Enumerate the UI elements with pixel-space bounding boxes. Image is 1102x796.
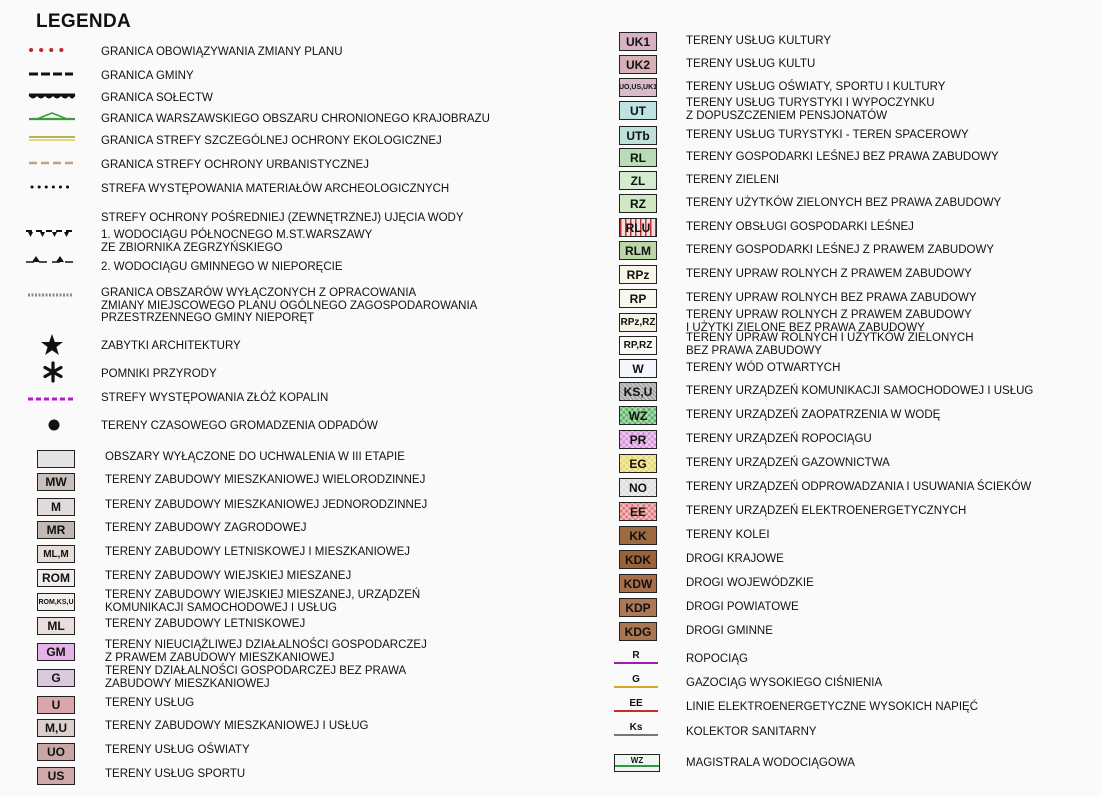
zone-swatch-right: KS,U	[619, 382, 657, 401]
zone-legend-label: TERENY ZABUDOWY WIEJSKIEJ MIESZANEJ, URZĄDZEŃ KOMUNIKACJI SAMOCHODOWEJ I USŁUG	[105, 589, 421, 614]
point-label-0: ZABYTKI ARCHITEKTURY	[101, 340, 241, 352]
zone-swatch-right: RLM	[619, 241, 657, 260]
zone-swatch-right: EE	[619, 502, 657, 521]
zone-swatch-left: MW	[37, 473, 75, 491]
zone-legend-label: TERENY URZĄDZEŃ GAZOWNICTWA	[686, 457, 890, 469]
utility-line-stroke	[615, 765, 659, 767]
line-legend-label: STREFA WYSTĘPOWANIA MATERIAŁÓW ARCHEOLOGICZNYCH	[101, 183, 450, 195]
dashed-black-line-icon	[29, 69, 77, 79]
zone-swatch-left: GM	[37, 643, 75, 661]
utility-line-symbol	[614, 650, 658, 668]
line-legend-label: GRANICA WARSZAWSKIEGO OBSZARU CHRONIONEGO KRAJOBRAZU	[101, 113, 490, 125]
zone-legend-label: TERENY ZABUDOWY LETNISKOWEJ	[105, 618, 306, 630]
utility-legend-label: GAZOCIĄG WYSOKIEGO CIŚNIENIA	[686, 677, 883, 689]
hatched-line-icon	[28, 291, 72, 299]
excluded-area-label: GRANICA OBSZARÓW WYŁĄCZONYCH Z OPRACOWANIA ZMIANY MIEJSCOWEGO PLANU OGÓLNEGO ZAGOSPODAROWANIA PRZESTRZENNEGO GMINY NIEPORĘT	[101, 287, 478, 324]
zone-swatch-left: UO	[37, 743, 75, 761]
water-zone-item-2: 2. WODOCIĄGU GMINNEGO W NIEPORĘCIE	[101, 261, 343, 273]
utility-line-stroke	[614, 734, 658, 736]
zone-legend-label: TERENY URZĄDZEŃ KOMUNIKACJI SAMOCHODOWEJ I USŁUG	[686, 385, 1034, 397]
water-zone-item-1: 1. WODOCIĄGU PÓŁNOCNEGO M.ST.WARSZAWY ZE ZBIORNIKA ZEGRZYŃSKIEGO	[101, 229, 373, 254]
water-zone-1-line-icon	[24, 227, 80, 241]
magenta-dashed-line-icon	[28, 396, 74, 402]
zone-legend-label: DROGI GMINNE	[686, 625, 773, 637]
utility-line-symbol	[614, 754, 660, 772]
zone-swatch-right: KDW	[619, 574, 657, 593]
zone-swatch-right: UK1	[619, 32, 657, 51]
zone-legend-label: TERENY USŁUG	[105, 697, 195, 709]
zone-legend-label: TERENY ZABUDOWY MIESZKANIOWEJ I USŁUG	[105, 720, 369, 732]
zone-swatch-right: UT	[619, 101, 657, 120]
utility-legend-label: KOLEKTOR SANITARNY	[686, 726, 817, 738]
zone-swatch-right: KDG	[619, 622, 657, 641]
zone-swatch-right: UK2	[619, 55, 657, 74]
zone-legend-label: TERENY UPRAW ROLNYCH I UŻYTKÓW ZIELONYCH BEZ PRAWA ZABUDOWY	[686, 332, 974, 357]
point-label-1: POMNIKI PRZYRODY	[101, 368, 217, 380]
zone-swatch-right: UO,US,UK1	[619, 78, 657, 97]
green-triangle-line-icon	[29, 112, 77, 122]
zone-legend-label: TERENY USŁUG KULTU	[686, 58, 816, 70]
zone-swatch-right: EG	[619, 454, 657, 473]
zone-legend-label: TERENY GOSPODARKI LEŚNEJ BEZ PRAWA ZABUDOWY	[686, 151, 999, 163]
utility-line-code: R	[632, 650, 640, 661]
utility-line-symbol	[614, 722, 658, 740]
utility-line-code: WZ	[630, 756, 644, 765]
zone-swatch-right: RP,RZ	[619, 336, 657, 355]
zone-legend-label: TERENY ZABUDOWY LETNISKOWEJ I MIESZKANIOWEJ	[105, 546, 411, 558]
zone-swatch-right: KDP	[619, 598, 657, 617]
scalloped-line-icon	[29, 91, 77, 101]
zone-legend-label: TERENY WÓD OTWARTYCH	[686, 362, 841, 374]
zone-legend-label: TERENY USŁUG OŚWIATY, SPORTU I KULTURY	[686, 81, 946, 93]
utility-legend-label: MAGISTRALA WODOCIĄGOWA	[686, 757, 855, 769]
zone-swatch-left: U	[37, 696, 75, 714]
utility-line-stroke	[614, 686, 658, 688]
utility-line-stroke	[614, 710, 658, 712]
zone-swatch-left	[37, 450, 75, 468]
zone-legend-label: TERENY KOLEI	[686, 529, 770, 541]
zone-swatch-left: G	[37, 669, 75, 687]
zone-swatch-right: RP	[619, 289, 657, 308]
zone-legend-label: TERENY UPRAW ROLNYCH Z PRAWEM ZABUDOWY	[686, 268, 972, 280]
star-icon	[40, 333, 64, 357]
zone-swatch-left: ROM	[37, 569, 75, 587]
zone-legend-label: TERENY UPRAW ROLNYCH Z PRAWEM ZABUDOWY I UŻYTKI ZIELONE BEZ PRAWA ZABUDOWY	[686, 309, 972, 334]
line-legend-label: GRANICA STREFY OCHRONY URBANISTYCZNEJ	[101, 159, 369, 171]
tan-dashed-line-icon	[29, 158, 77, 168]
utility-legend-label: ROPOCIĄG	[686, 653, 748, 665]
legend-title: LEGENDA	[36, 11, 131, 32]
zone-legend-label: TERENY ZABUDOWY WIEJSKIEJ MIESZANEJ	[105, 570, 352, 582]
water-zone-2-line-icon	[24, 254, 80, 266]
zone-legend-label: TERENY URZĄDZEŃ ELEKTROENERGETYCZNYCH	[686, 505, 967, 517]
asterisk-icon	[42, 361, 64, 383]
utility-line-code: EE	[629, 698, 643, 709]
line-legend-label: GRANICA SOŁECTW	[101, 92, 213, 104]
zone-legend-label: TERENY URZĄDZEŃ ODPROWADZANIA I USUWANIA ŚCIEKÓW	[686, 481, 1032, 493]
utility-line-stroke	[614, 662, 658, 664]
water-zone-header: STREFY OCHRONY POŚREDNIEJ (ZEWNĘTRZNEJ) UJĘCIA WODY	[101, 212, 464, 224]
zone-swatch-right: UTb	[619, 126, 657, 145]
zone-legend-label: TERENY GOSPODARKI LEŚNEJ Z PRAWEM ZABUDOWY	[686, 244, 994, 256]
zone-swatch-right: W	[619, 359, 657, 378]
zone-swatch-left: MR	[37, 521, 75, 539]
zone-swatch-left: ML,M	[37, 545, 75, 563]
black-dotted-line-icon	[29, 182, 77, 192]
zone-swatch-right: ZL	[619, 171, 657, 190]
zone-legend-label: TERENY ZABUDOWY ZAGRODOWEJ	[105, 522, 307, 534]
zone-legend-label: DROGI POWIATOWE	[686, 601, 799, 613]
utility-line-code: G	[632, 674, 640, 685]
zone-legend-label: TERENY UPRAW ROLNYCH BEZ PRAWA ZABUDOWY	[686, 292, 977, 304]
zone-legend-label: TERENY USŁUG OŚWIATY	[105, 744, 250, 756]
zone-swatch-right: RPz,RZ	[619, 313, 657, 332]
zone-swatch-right: KK	[619, 526, 657, 545]
zone-legend-label: TERENY UŻYTKÓW ZIELONYCH BEZ PRAWA ZABUDOWY	[686, 197, 1002, 209]
zone-legend-label: TERENY USŁUG SPORTU	[105, 768, 246, 780]
olive-double-line-icon	[29, 134, 77, 144]
zone-swatch-left: US	[37, 767, 75, 785]
point-label-3: TERENY CZASOWEGO GROMADZENIA ODPADÓW	[101, 420, 378, 432]
utility-legend-label: LINIE ELEKTROENERGETYCZNE WYSOKICH NAPIĘĆ	[686, 701, 979, 713]
zone-swatch-right: RLU	[619, 218, 657, 237]
zone-swatch-left: ML	[37, 617, 75, 635]
zone-legend-label: TERENY NIEUCIĄŻLIWEJ DZIAŁALNOŚCI GOSPODARCZEJ Z PRAWEM ZABUDOWY MIESZKANIOWEJ	[105, 639, 427, 664]
zone-swatch-right: PR	[619, 430, 657, 449]
utility-line-code: Ks	[629, 722, 643, 733]
zone-legend-label: TERENY USŁUG TURYSTYKI I WYPOCZYNKU Z DOPUSZCZENIEM PENSJONATÓW	[686, 97, 935, 122]
zone-swatch-right: KDK	[619, 550, 657, 569]
zone-legend-label: TERENY DZIAŁALNOŚCI GOSPODARCZEJ BEZ PRAWA ZABUDOWY MIESZKANIOWEJ	[105, 665, 407, 690]
zone-swatch-left: ROM,KS,U	[37, 593, 75, 611]
zone-swatch-right: WZ	[619, 406, 657, 425]
zone-swatch-left: M,U	[37, 719, 75, 737]
zone-legend-label: TERENY URZĄDZEŃ ZAOPATRZENIA W WODĘ	[686, 409, 941, 421]
zone-swatch-right: RZ	[619, 194, 657, 213]
zone-legend-label: OBSZARY WYŁĄCZONE DO UCHWALENIA W III ETAPIE	[105, 451, 405, 463]
line-legend-label: GRANICA GMINY	[101, 70, 194, 82]
zone-swatch-right: RPz	[619, 265, 657, 284]
zone-legend-label: TERENY USŁUG KULTURY	[686, 35, 832, 47]
zone-legend-label: TERENY URZĄDZEŃ ROPOCIĄGU	[686, 433, 872, 445]
zone-swatch-right: NO	[619, 478, 657, 497]
zone-legend-label: TERENY OBSŁUGI GOSPODARKI LEŚNEJ	[686, 221, 914, 233]
utility-line-symbol	[614, 674, 658, 692]
line-legend-label: GRANICA OBOWIĄZYWANIA ZMIANY PLANU	[101, 46, 343, 58]
zone-legend-label: TERENY USŁUG TURYSTYKI - TEREN SPACEROWY	[686, 129, 969, 141]
zone-legend-label: TERENY ZIELENI	[686, 174, 780, 186]
utility-line-symbol	[614, 698, 658, 716]
zone-legend-label: DROGI KRAJOWE	[686, 553, 784, 565]
line-legend-label: GRANICA STREFY SZCZEGÓLNEJ OCHRONY EKOLOGICZNEJ	[101, 135, 442, 147]
black-dot-icon	[47, 418, 61, 432]
zone-legend-label: DROGI WOJEWÓDZKIE	[686, 577, 814, 589]
zone-swatch-left: M	[37, 498, 75, 516]
point-label-2: STREFY WYSTĘPOWANIA ZŁÓŻ KOPALIN	[101, 392, 329, 404]
zone-legend-label: TERENY ZABUDOWY MIESZKANIOWEJ JEDNORODZINNEJ	[105, 499, 428, 511]
dotted-red-line-icon	[29, 45, 77, 55]
zone-legend-label: TERENY ZABUDOWY MIESZKANIOWEJ WIELORODZINNEJ	[105, 474, 426, 486]
zone-swatch-right: RL	[619, 148, 657, 167]
